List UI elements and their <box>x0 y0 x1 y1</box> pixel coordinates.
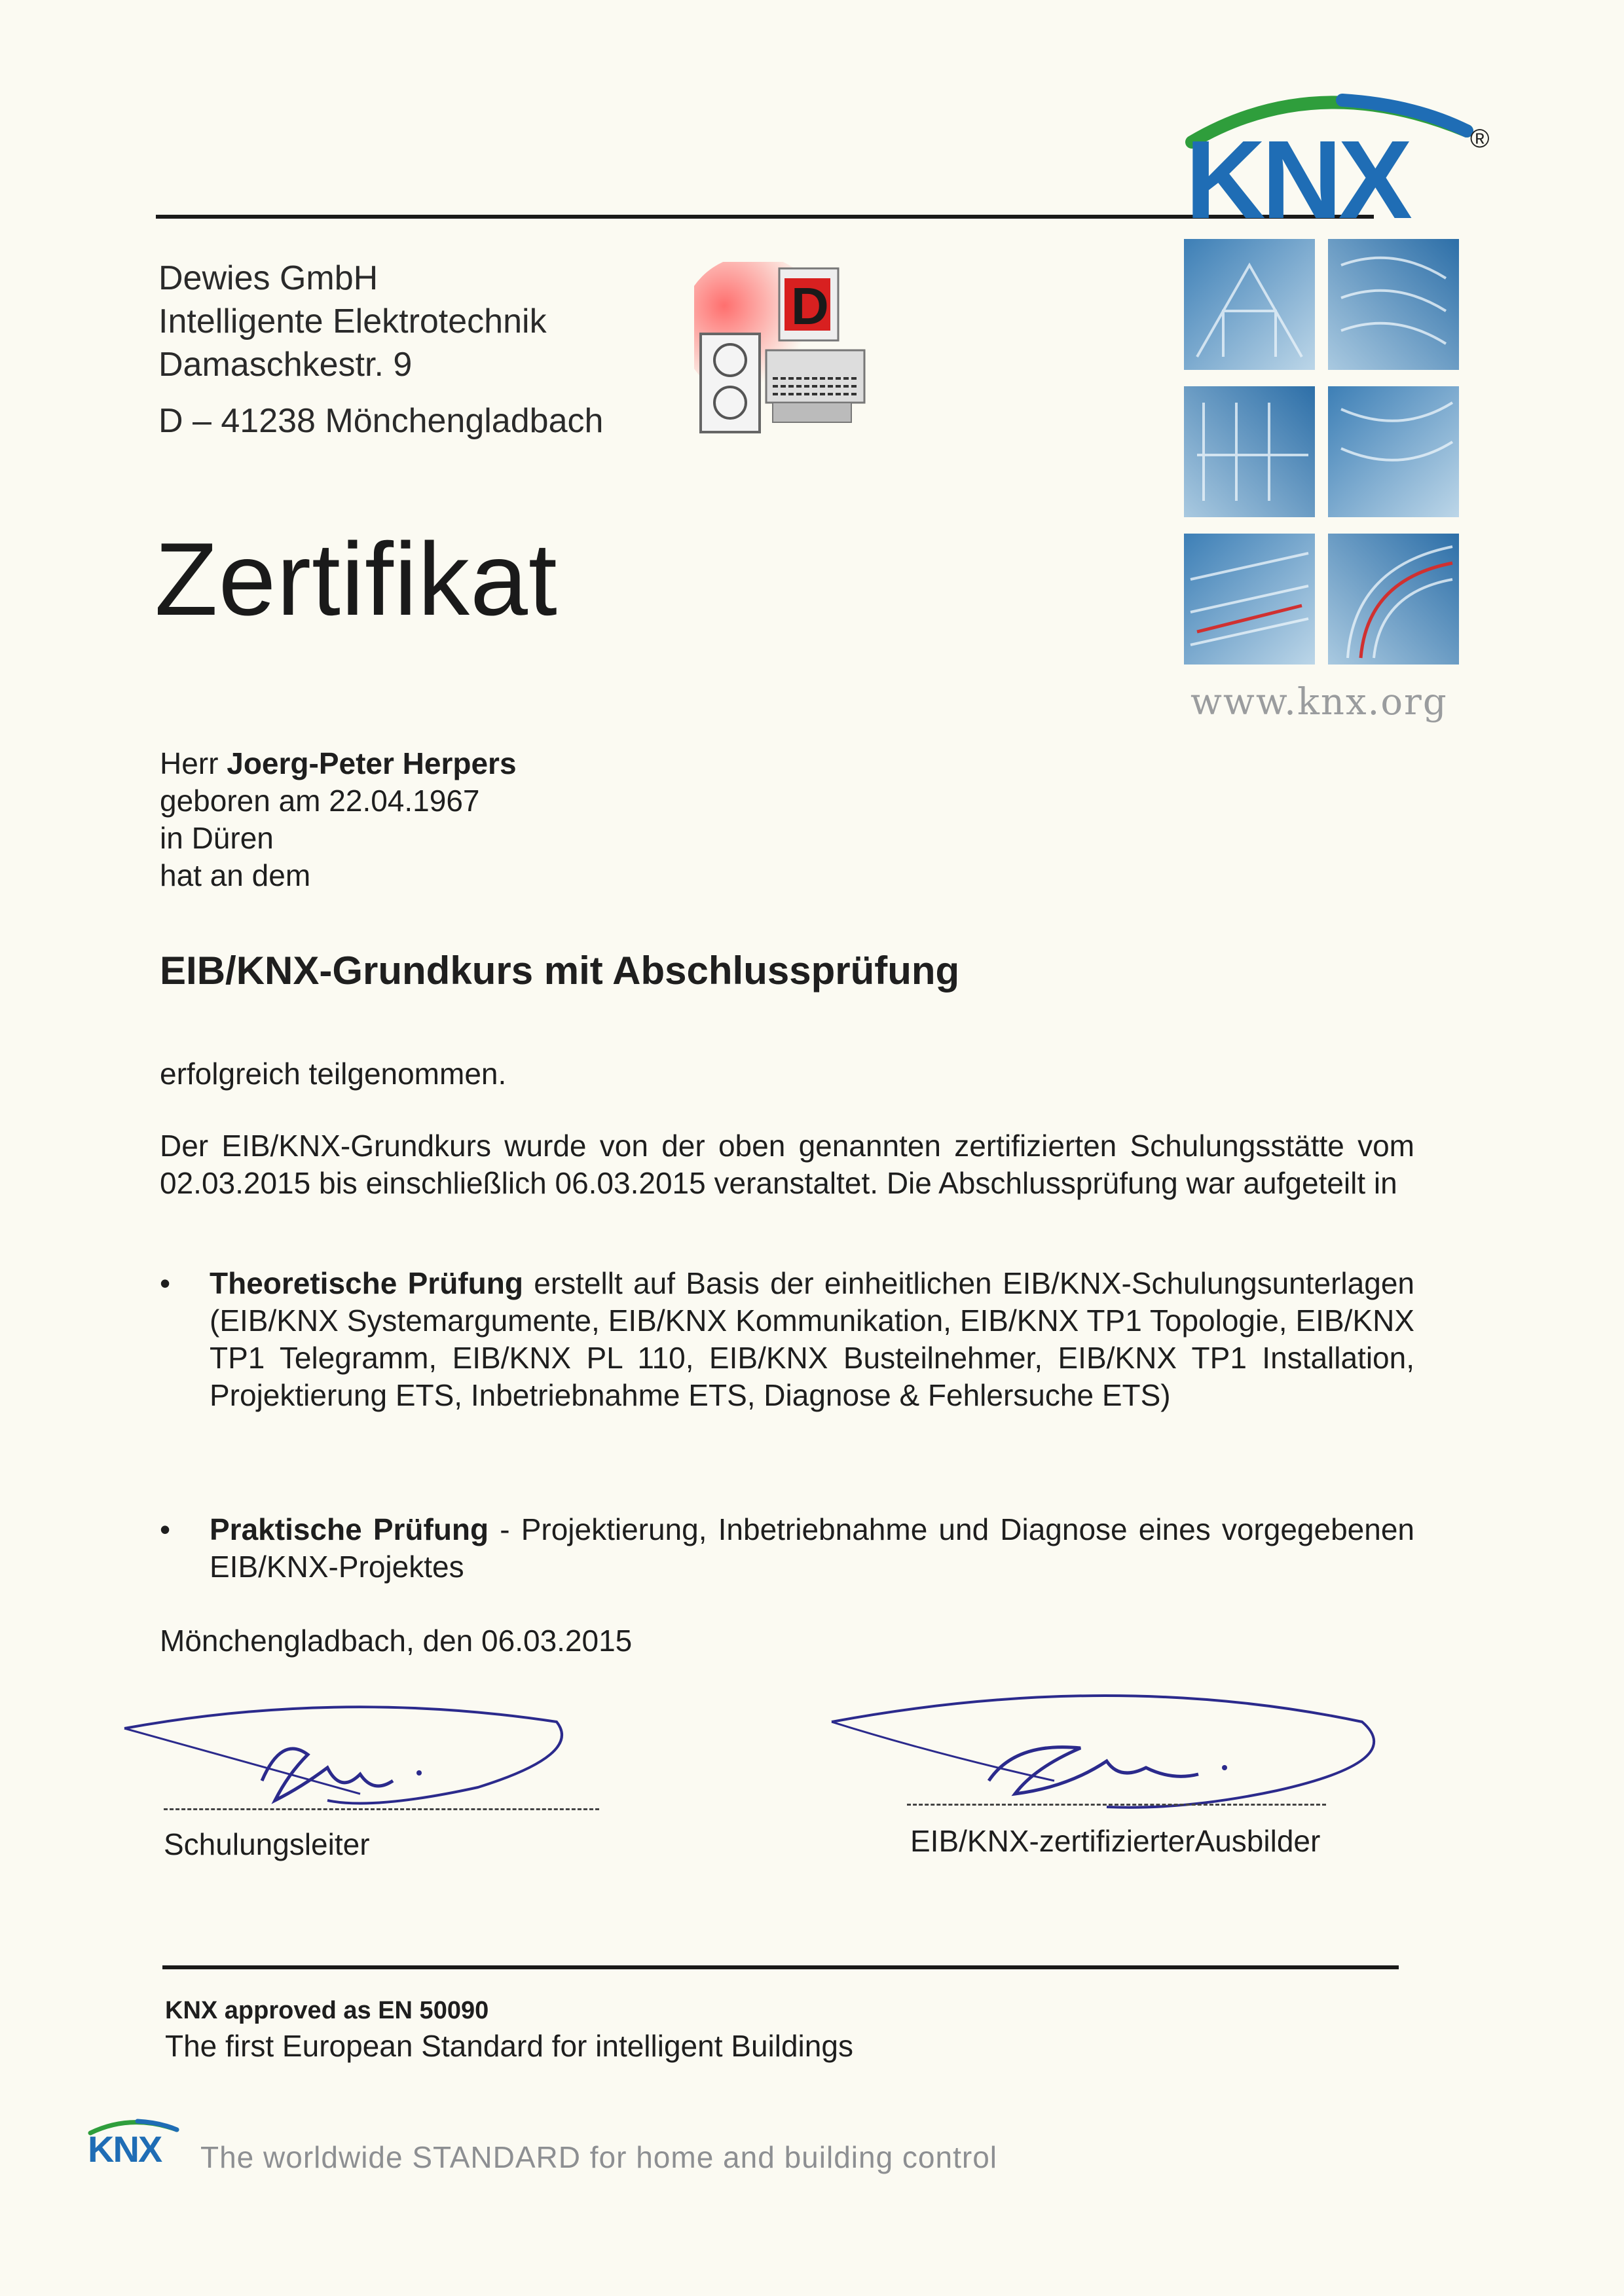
knx-small-logo <box>85 2113 190 2166</box>
knx-building-photo-grid <box>1184 239 1459 665</box>
exam-item-theory <box>160 1265 1414 1414</box>
certificate-title: Zertifikat <box>155 522 558 637</box>
recipient-line <box>160 745 517 782</box>
knx-registered-mark: ® <box>1470 124 1490 153</box>
knx-logo <box>1179 82 1500 226</box>
company-address <box>158 257 603 443</box>
signature-line-right <box>907 1804 1326 1806</box>
bullet-dot: • <box>160 1512 171 1546</box>
exam-item-practical <box>160 1511 1414 1586</box>
course-title: EIB/KNX-Grundkurs mit Abschlussprüfung <box>160 949 960 993</box>
company-city: D – 41238 Mönchengladbach <box>158 402 604 440</box>
company-name: Dewies GmbH <box>158 259 378 297</box>
signature-left <box>111 1696 583 1827</box>
recipient-name: Joerg-Peter Herpers <box>227 746 517 780</box>
company-street: Damaschkestr. 9 <box>158 346 413 384</box>
signature-label-left: Schulungsleiter <box>164 1827 370 1861</box>
recipient-birth: geboren am 22.04.1967 <box>160 784 480 818</box>
company-subtitle: Intelligente Elektrotechnik <box>158 302 547 340</box>
footer-standard: The first European Standard for intelligent Buildings <box>165 2029 853 2063</box>
dewies-logo-letter: D <box>791 277 829 335</box>
signature-label-right: EIB/KNX-zertifizierterAusbilder <box>910 1824 1321 1858</box>
recipient-intro: hat an dem <box>160 858 311 892</box>
recipient-birthplace: in Düren <box>160 821 274 855</box>
knx-url: www.knx.org <box>1190 681 1448 723</box>
signature-line-left <box>164 1808 599 1810</box>
recipient-block <box>160 745 517 894</box>
exam-text: - Projektierung, Inbetriebnahme und Diagnose eines vorgegebenen EIB/KNX-Projektes <box>210 1512 1414 1584</box>
knx-logo-text: KNX <box>1185 118 1409 226</box>
success-line: erfolgreich teilgenommen. <box>160 1057 507 1091</box>
dewies-logo <box>694 262 871 439</box>
exam-label: Theoretische Prüfung <box>210 1266 523 1300</box>
exam-text: erstellt auf Basis der einheitlichen EIB/KNX-Schulungsunterlagen (EIB/KNX Systemargumente, EIB/KNX Kommunikation, EIB/KNX TP1 Topologie, EIB/KNX TP1 Telegramm, EIB/KNX PL 110, EIB/KNX Busteilnehmer, EIB/KNX TP1 Installation, Projektierung ETS, Inbetriebnahme ETS, Diagnose & Fehlersuche ETS) <box>210 1266 1414 1412</box>
course-description: Der EIB/KNX-Grundkurs wurde von der oben genannten zertifizierten Schulungsstätte vom 02.03.2015 bis einschließlich 06.03.2015 veranstaltet. Die Abschlussprüfung war aufgeteilt in <box>160 1129 1414 1200</box>
exam-label: Praktische Prüfung <box>210 1512 489 1546</box>
footer-approved: KNX approved as EN 50090 <box>165 1997 489 2024</box>
recipient-salutation: Herr <box>160 746 219 780</box>
place-date: Mönchengladbach, den 06.03.2015 <box>160 1624 633 1658</box>
footer-worldwide-slogan: The worldwide STANDARD for home and building control <box>200 2140 998 2174</box>
knx-small-logo-text: KNX <box>88 2128 162 2166</box>
footer-rule <box>162 1965 1399 1969</box>
bullet-dot: • <box>160 1266 171 1300</box>
